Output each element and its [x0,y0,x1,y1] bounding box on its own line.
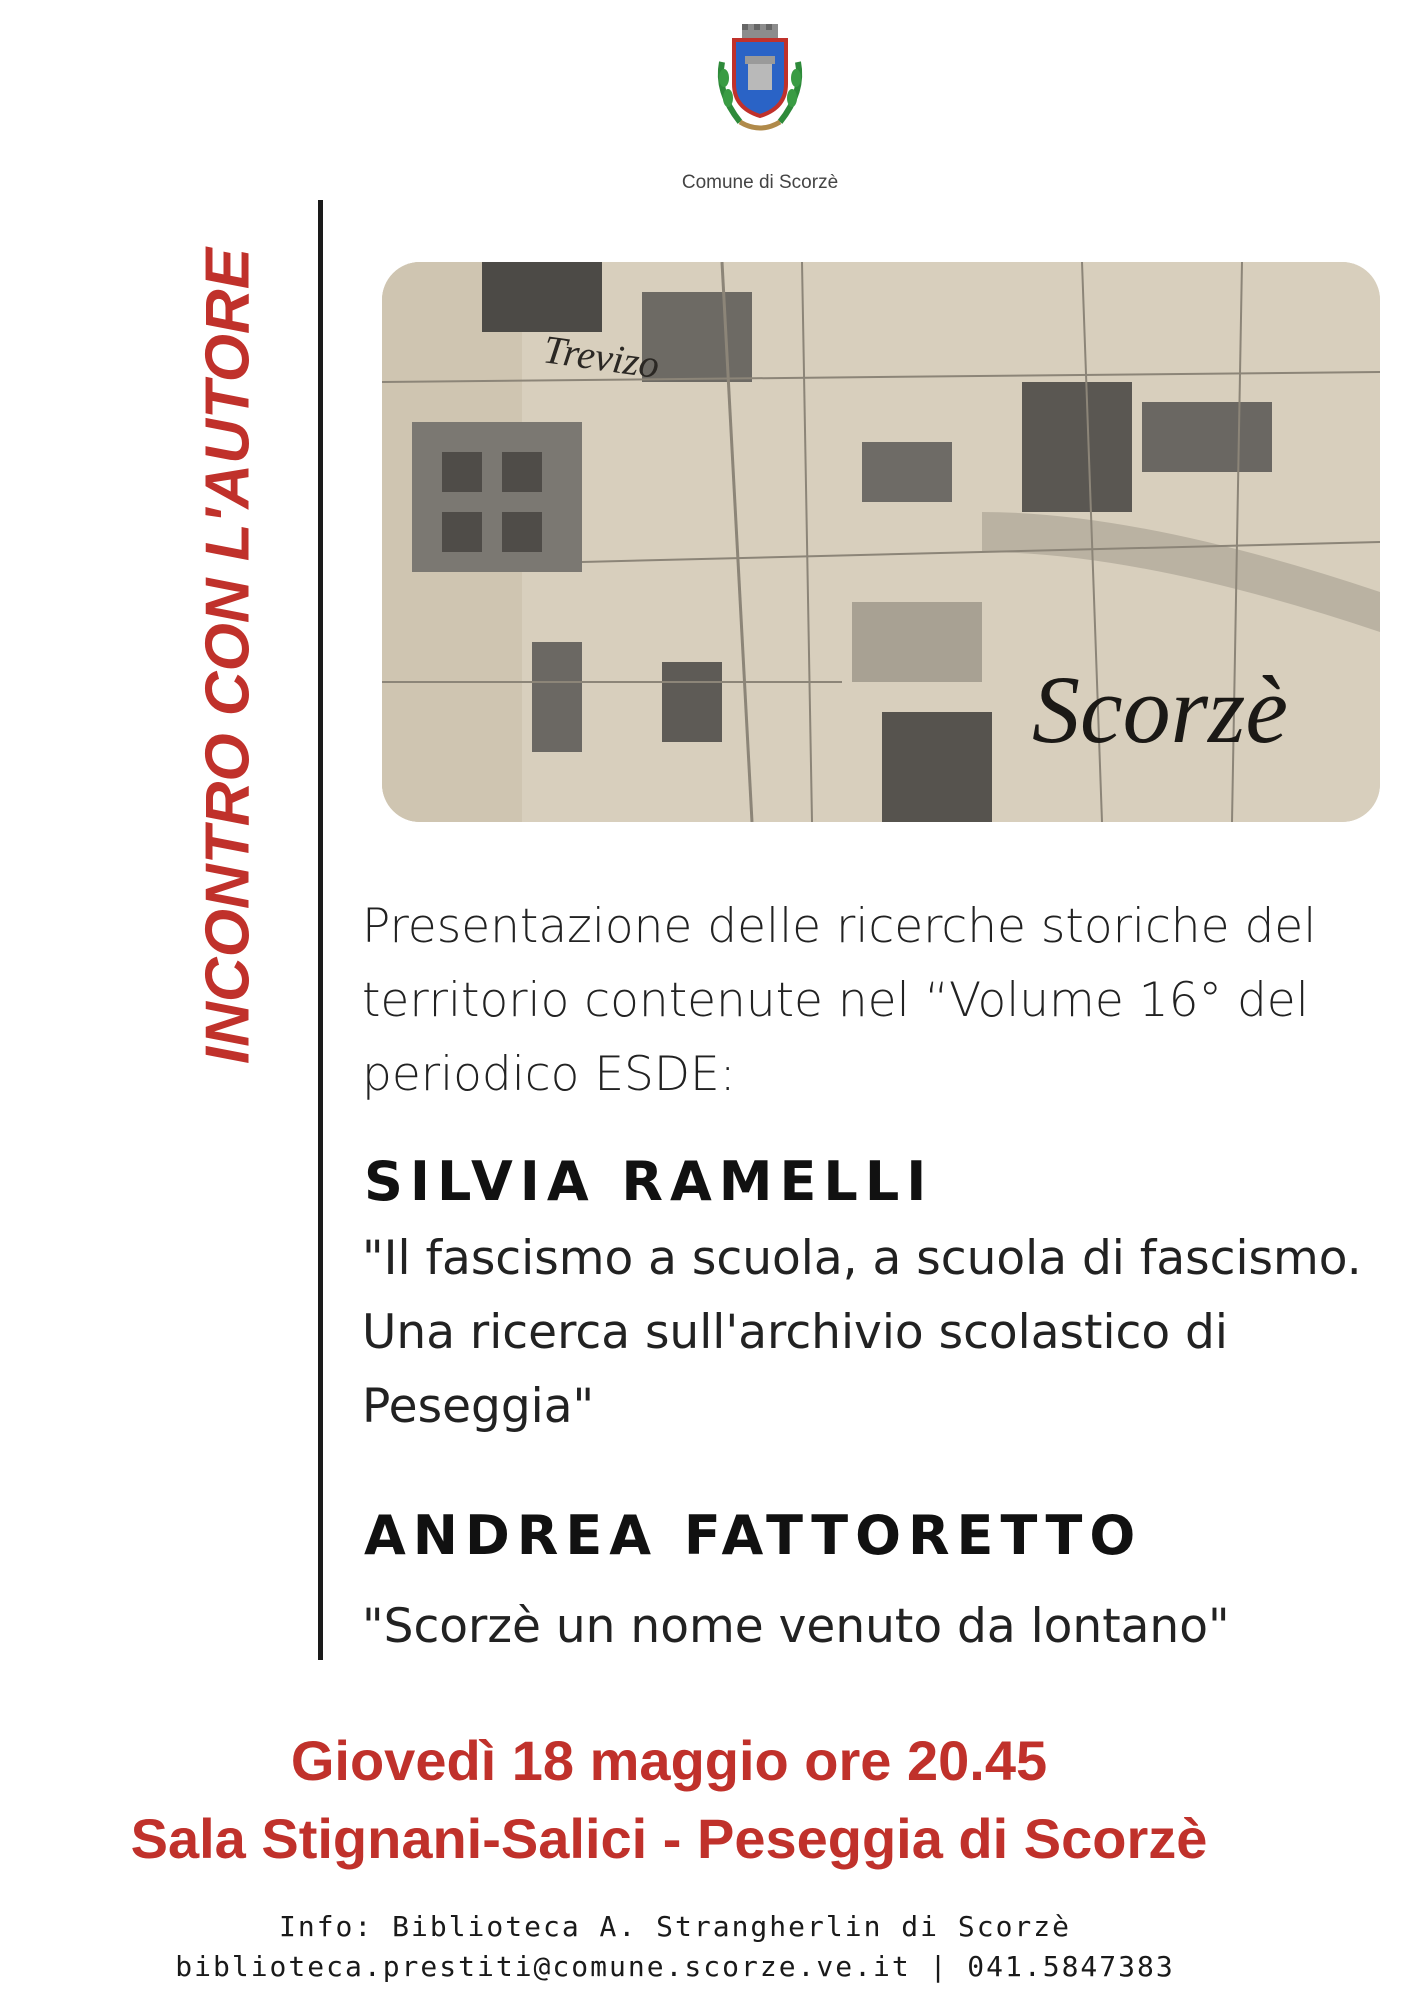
intro-line: Presentazione delle ricerche storiche del [362,899,1317,954]
work-title-ramelli [362,1222,1402,1444]
info-contact: biblioteca.prestiti@comune.scorze.ve.it | 041.5847383 [175,1950,1175,1983]
coat-of-arms-icon [712,22,808,140]
work-line: "Il fascismo a scuola, a scuola di fascismo. [362,1231,1362,1286]
intro-line: periodico ESDE: [362,1047,736,1102]
work-line: "Scorzè un nome venuto da lontano" [362,1599,1230,1654]
map-street-label: Trevizo [540,326,663,388]
work-title-fattoretto [362,1590,1402,1664]
map-place-label: Scorzè [1032,656,1288,763]
intro-text [362,890,1362,1112]
work-line: Una ricerca sull'archivio scolastico di [362,1305,1228,1360]
historic-map-image [382,262,1380,822]
author-name-fattoretto: ANDREA FATTORETTO [364,1504,1143,1567]
work-line: Peseggia" [362,1379,595,1434]
intro-line: territorio contenute nel “Volume 16° del [362,973,1309,1028]
side-title-text: INCONTRO CON L'AUTORE [193,247,263,1065]
author-name-ramelli: SILVIA RAMELLI [364,1150,934,1213]
side-title [193,236,263,1076]
vertical-divider [318,200,323,1660]
comune-label: Comune di Scorzè [681,172,839,193]
info-library: Info: Biblioteca A. Strangherlin di Scorzè [278,1910,1071,1943]
event-place: Sala Stignani-Salici - Peseggia di Scorzè [130,1807,1208,1870]
event-date: Giovedì 18 maggio ore 20.45 [290,1729,1048,1792]
